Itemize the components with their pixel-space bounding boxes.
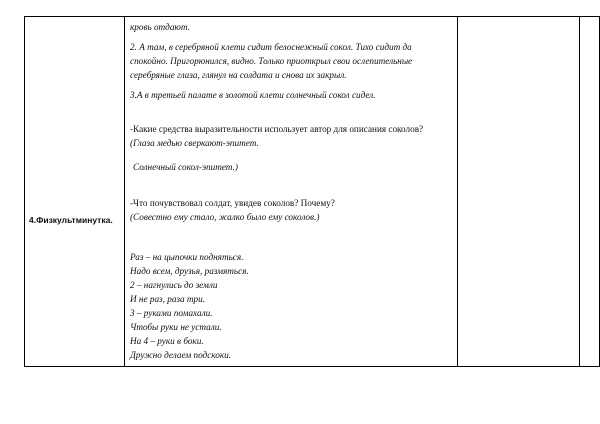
answer-1-line-2: Солнечный сокол-эпитет.) [133, 162, 238, 172]
poem-line: И не раз, раза три. [130, 294, 206, 304]
stage-cell [25, 17, 125, 367]
question-2: -Что почувствовал солдат, увидев соколов? Почему? [130, 198, 335, 208]
lesson-table [24, 16, 600, 367]
extra-cell [580, 17, 600, 367]
poem-line: На 4 – руки в боки. [130, 336, 204, 346]
notes-cell [458, 17, 580, 367]
poem-line: 2 – нагнулись до земли [130, 280, 218, 290]
paragraph-2-line-1: 2. А там, в серебряной клети сидит белоснежный сокол. Тихо сидит да [130, 42, 412, 52]
paragraph-3: 3.А в третьей палате в золотой клети солнечный сокол сидел. [130, 90, 376, 100]
continuation-text: кровь отдают. [130, 22, 190, 32]
exercise-poem [130, 250, 453, 362]
question-1: -Какие средства выразительности использует автор для описания соколов? [130, 124, 424, 134]
poem-line: Раз – на цыпочки подняться. [130, 252, 244, 262]
stage-label: 4.Физкультминутка. [29, 215, 113, 225]
answer-2: (Совестно ему стало, жалко было ему соколов.) [130, 212, 320, 222]
poem-line: Дружно делаем подскоки. [130, 350, 232, 360]
paragraph-2-line-3: серебряные глаза, глянул на солдата и снова их закрыл. [130, 70, 347, 80]
poem-line: 3 – руками помахали. [130, 308, 213, 318]
paragraph-2 [130, 40, 453, 82]
table-row [25, 17, 600, 367]
poem-line: Чтобы руки не устали. [130, 322, 222, 332]
poem-line: Надо всем, друзья, размяться. [130, 266, 249, 276]
content-cell [125, 17, 458, 367]
answer-1-line-1: (Глаза медью сверкают-эпитет. [130, 138, 259, 148]
paragraph-2-line-2: спокойно. Пригорюнился, видно. Только приоткрыл свои ослепительные [130, 56, 413, 66]
